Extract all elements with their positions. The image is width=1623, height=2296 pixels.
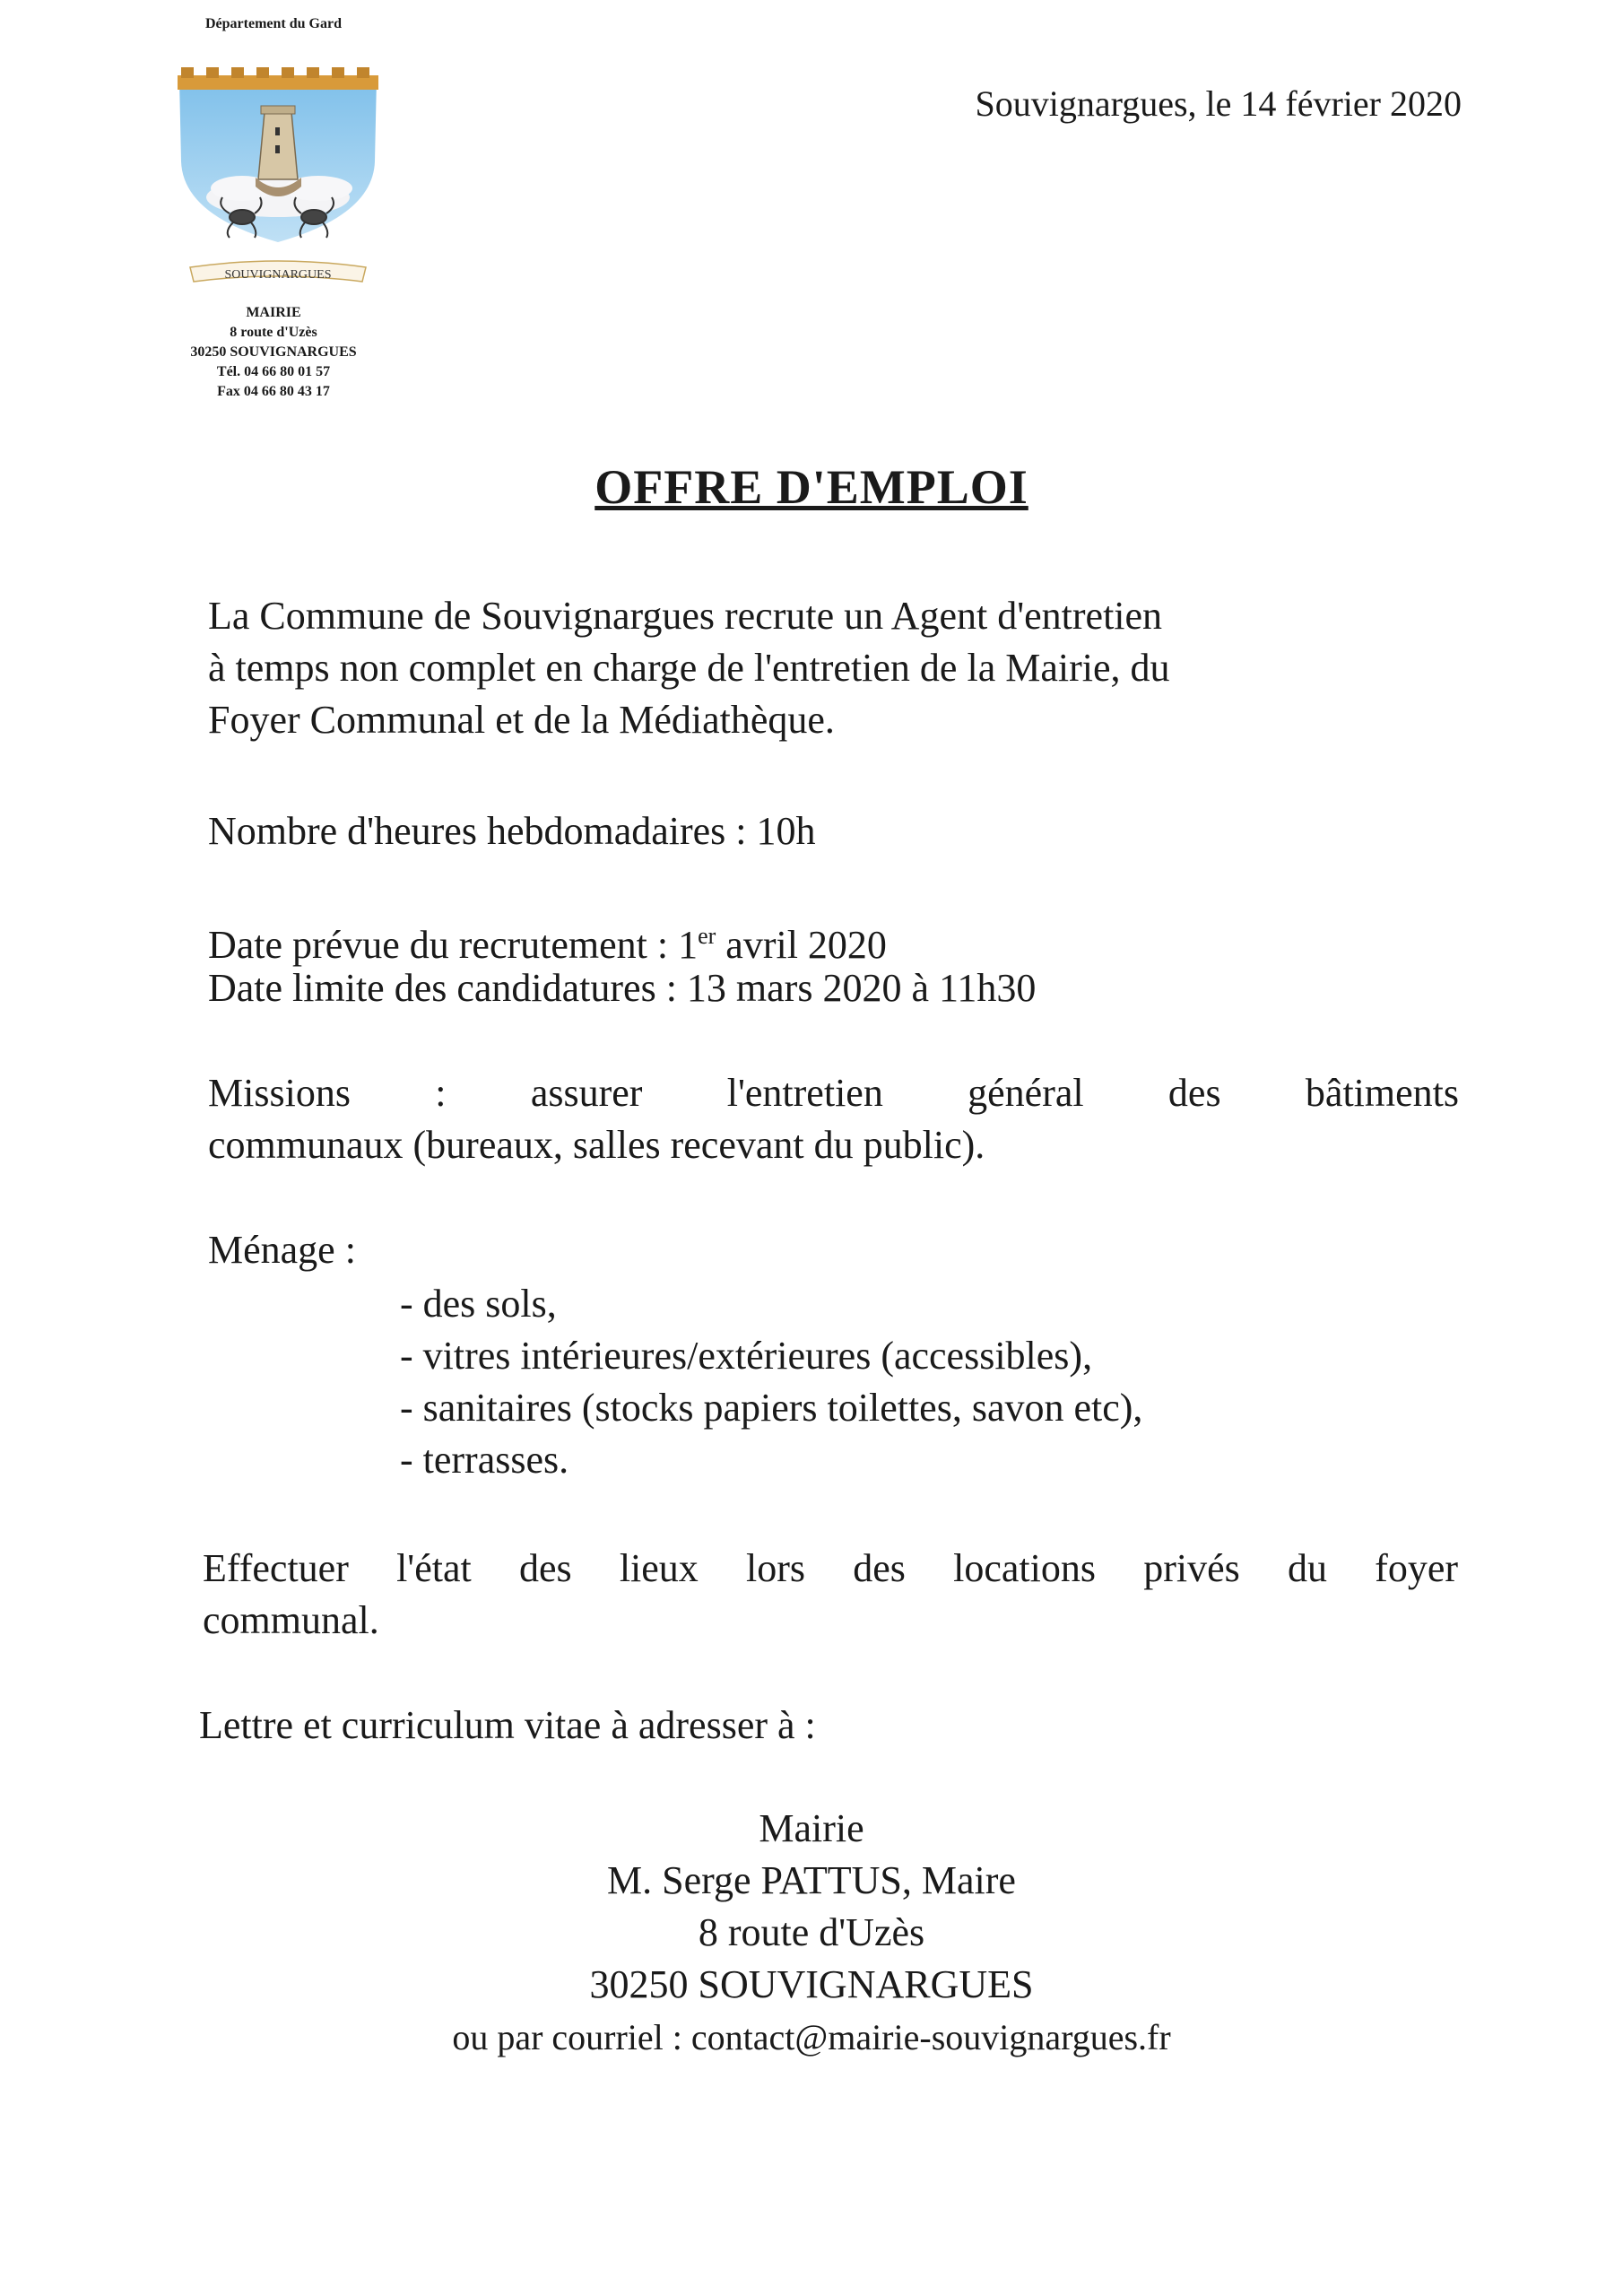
mairie-line: Tél. 04 66 80 01 57 bbox=[216, 364, 331, 379]
intro-line: Foyer Communal et de la Médiathèque. bbox=[208, 698, 835, 742]
department-label: Département du Gard bbox=[205, 16, 342, 31]
list-item: - terrasses. bbox=[400, 1438, 569, 1482]
mairie-line: 8 route d'Uzès bbox=[230, 325, 317, 340]
address-line: 8 route d'Uzès bbox=[698, 1910, 925, 1954]
list-item: - sanitaires (stocks papiers toilettes, savon etc), bbox=[400, 1386, 1143, 1430]
inventory-line: communal. bbox=[203, 1598, 379, 1642]
recruitment-label: Date prévue du recrutement : 1 bbox=[208, 923, 699, 967]
recipient-address bbox=[0, 1803, 1623, 2011]
recruitment-rest: avril 2020 bbox=[716, 923, 887, 967]
mairie-line: 30250 SOUVIGNARGUES bbox=[190, 344, 357, 360]
address-line: Mairie bbox=[759, 1806, 864, 1850]
mairie-address-block bbox=[135, 303, 412, 402]
contact-email-line: ou par courriel : contact@mairie-souvignargues.fr bbox=[452, 2017, 1171, 2057]
intro-line: La Commune de Souvignargues recrute un Agent d'entretien bbox=[208, 594, 1163, 638]
logo-banner-text: SOUVIGNARGUES bbox=[224, 268, 332, 282]
menage-task-list bbox=[400, 1278, 1142, 1486]
missions-line: communaux (bureaux, salles recevant du public). bbox=[208, 1123, 985, 1167]
mairie-line: Fax 04 66 80 43 17 bbox=[217, 384, 330, 399]
missions-line: Missions : assurer l'entretien général des bâtiments bbox=[208, 1071, 1459, 1115]
application-instructions: Lettre et curriculum vitae à adresser à : bbox=[199, 1703, 816, 1747]
menage-heading: Ménage : bbox=[208, 1228, 356, 1272]
place-date-line: Souvignargues, le 14 février 2020 bbox=[975, 83, 1462, 124]
address-line: M. Serge PATTUS, Maire bbox=[607, 1858, 1016, 1902]
inventory-paragraph bbox=[203, 1543, 1458, 1647]
mairie-line: MAIRIE bbox=[246, 305, 301, 320]
missions-paragraph bbox=[208, 1067, 1459, 1171]
municipal-coat-of-arms-logo bbox=[170, 63, 386, 305]
application-deadline: Date limite des candidatures : 13 mars 2020 à 11h30 bbox=[208, 966, 1037, 1010]
weekly-hours: Nombre d'heures hebdomadaires : 10h bbox=[208, 809, 816, 853]
inventory-line: Effectuer l'état des lieux lors des locations privés du foyer bbox=[203, 1546, 1458, 1590]
list-item: - des sols, bbox=[400, 1282, 557, 1326]
intro-paragraph bbox=[208, 590, 1459, 746]
intro-line: à temps non complet en charge de l'entretien de la Mairie, du bbox=[208, 646, 1170, 690]
list-item: - vitres intérieures/extérieures (accessibles), bbox=[400, 1334, 1093, 1378]
address-line: 30250 SOUVIGNARGUES bbox=[589, 1962, 1034, 2006]
page-title: OFFRE D'EMPLOI bbox=[595, 460, 1028, 514]
recruitment-ordinal: er bbox=[698, 923, 716, 949]
